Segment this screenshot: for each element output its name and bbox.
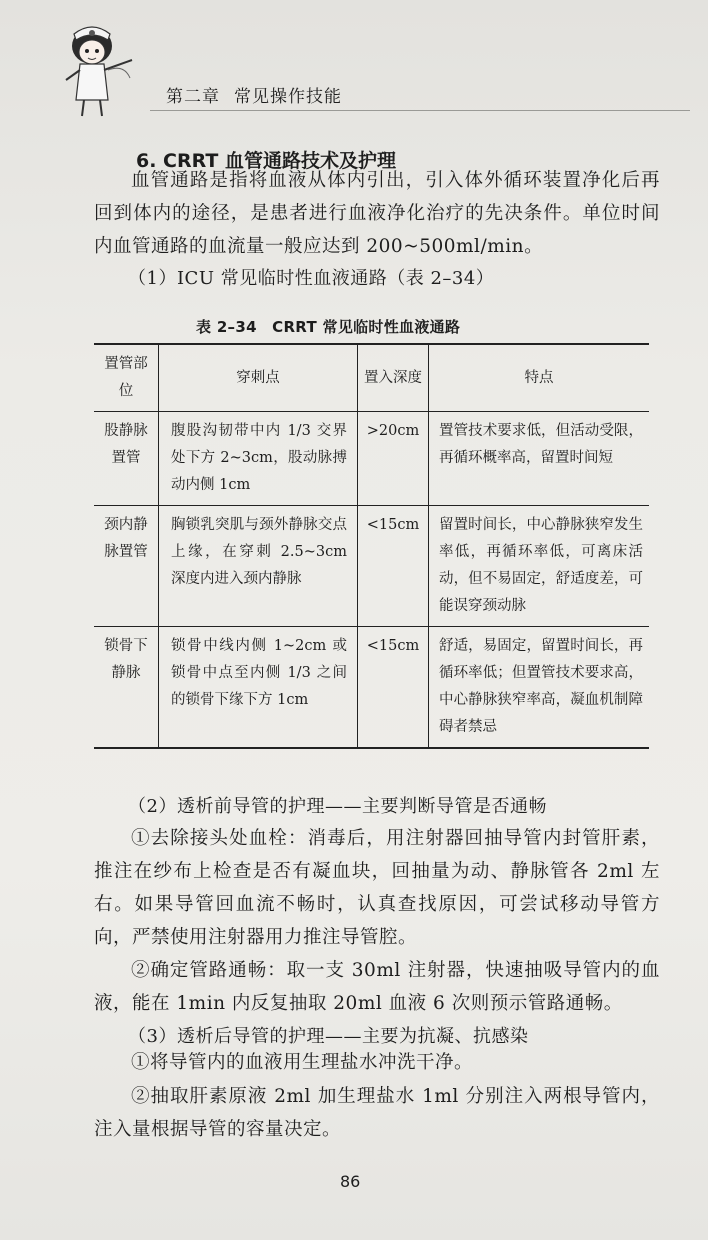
paragraph-heparin-lock: ②抽取肝素原液 2ml 加生理盐水 1ml 分别注入两根导管内，注入量根据导管的容量决定。: [94, 1086, 660, 1140]
intro-paragraph: 血管通路是指将血液从体内引出，引入体外循环装置净化后再回到体内的途径，是患者进行血液净化治疗的先决条件。单位时间内血管通路的血流量一般应达到 200~500ml/min。: [94, 170, 660, 257]
page-header: [50, 20, 690, 120]
subheading-3: （3）透析后导管的护理——主要为抗凝、抗感染: [128, 1026, 529, 1047]
subheading-1: （1）ICU 常见临时性血液通路（表 2–34）: [128, 268, 495, 289]
cell-location: 颈内静脉置管: [104, 517, 148, 560]
cell-features: 舒适，易固定，留置时间长，再循环率低；但置管技术要求高，中心静脉狭窄率高，凝血机制障碍者禁忌: [429, 627, 650, 749]
header-depth: 置入深度: [358, 344, 429, 412]
cell-depth: >20cm: [358, 412, 429, 506]
header-location: 置管部位: [104, 356, 148, 399]
paragraph-flush: ①将导管内的血液用生理盐水冲洗干净。: [131, 1052, 474, 1073]
subheading-2: （2）透析前导管的护理——主要判断导管是否通畅: [128, 796, 547, 817]
cell-depth: <15cm: [358, 506, 429, 627]
page-number: 86: [340, 1172, 361, 1191]
cell-depth: <15cm: [358, 627, 429, 749]
cell-features: 置管技术要求低，但活动受限，再循环概率高，留置时间短: [429, 412, 650, 506]
crrt-access-table: [94, 343, 649, 749]
cell-puncture: 胸锁乳突肌与颈外静脉交点上缘，在穿刺 2.5~3cm 深度内进入颈内静脉: [159, 506, 358, 627]
table-caption: 表 2–34 CRRT 常见临时性血液通路: [196, 318, 461, 336]
nurse-mascot-icon: [54, 20, 144, 120]
cell-location: 股静脉置管: [104, 423, 148, 466]
chapter-title: 常见操作技能: [234, 87, 342, 107]
header-rule: [150, 110, 690, 111]
cell-features: 留置时间长，中心静脉狭窄发生率低，再循环率低，可离床活动，但不易固定，舒适度差，可能误穿颈动脉: [429, 506, 650, 627]
cell-location: 锁骨下静脉: [104, 638, 148, 681]
table-row: [94, 412, 649, 506]
table-row: [94, 506, 649, 627]
chapter-number: 第二章: [166, 87, 220, 107]
header-puncture: 穿刺点: [159, 344, 358, 412]
chapter-heading: [166, 82, 356, 107]
paragraph-patency-check: ②确定管路通畅：取一支 30ml 注射器，快速抽吸导管内的血液，能在 1min 内反复抽取 20ml 血液 6 次则预示管路通畅。: [94, 960, 660, 1014]
cell-puncture: 腹股沟韧带中内 1/3 交界处下方 2~3cm，股动脉搏动内侧 1cm: [159, 412, 358, 506]
section-title: 6. CRRT 血管通路技术及护理: [136, 150, 396, 172]
table-header-row: [94, 344, 649, 412]
header-features: 特点: [429, 344, 650, 412]
paragraph-clot-removal: ①去除接头处血栓：消毒后，用注射器回抽导管内封管肝素，推注在纱布上检查是否有凝血块，回抽量为动、静脉管各 2ml 左右。如果导管回血流不畅时，认真查找原因，可尝试移动导管方向，严禁使用注射器用力推注导管腔。: [94, 828, 660, 948]
table-row: [94, 627, 649, 749]
cell-puncture: 锁骨中线内侧 1~2cm 或锁骨中点至内侧 1/3 之间的锁骨下缘下方 1cm: [159, 627, 358, 749]
